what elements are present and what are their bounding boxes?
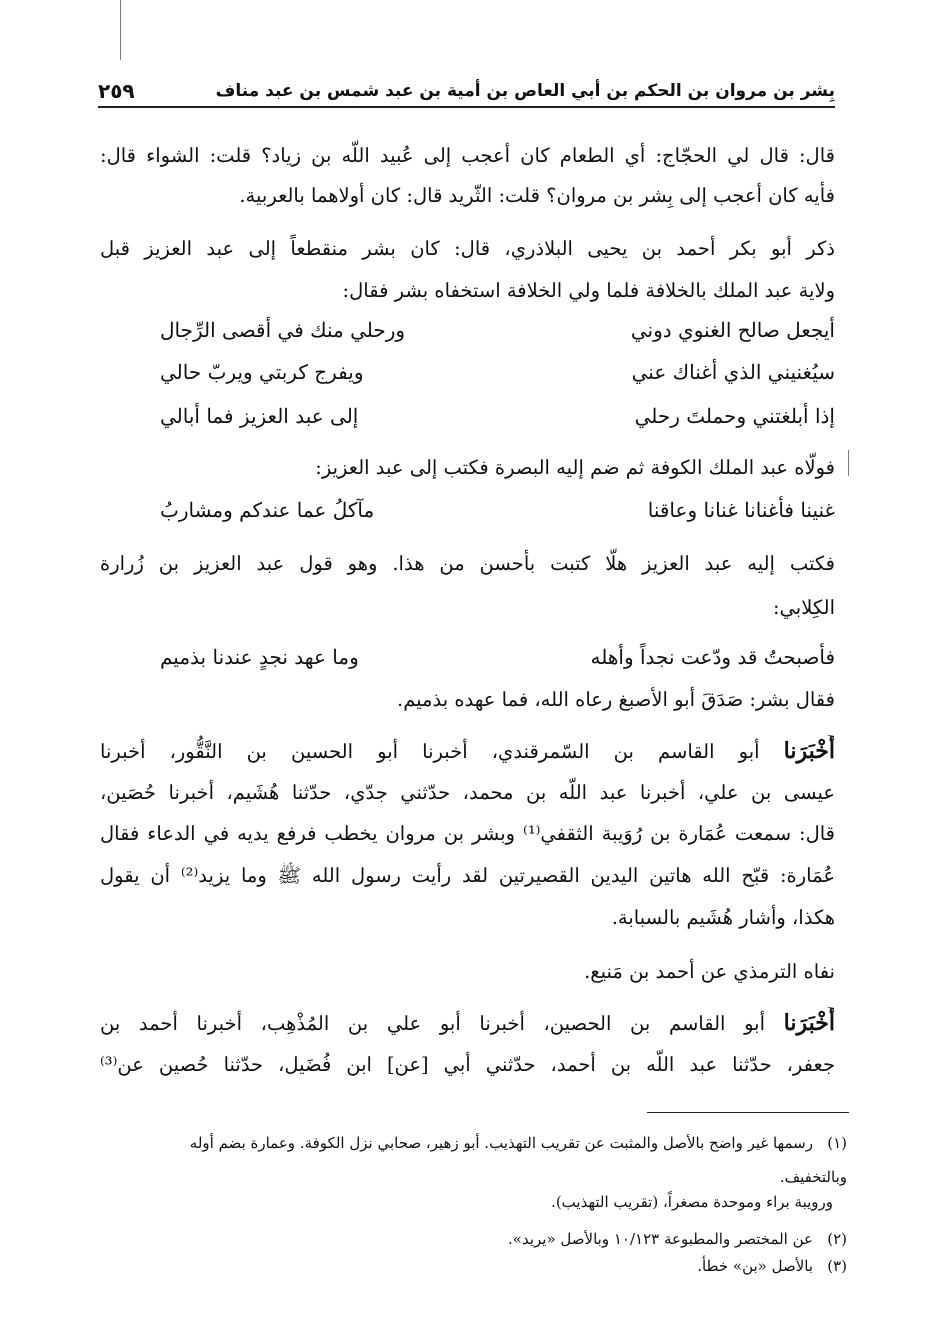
text-line: عُمَارة: قبّح الله هاتين اليدين القصيرتين لقد رأيت رسول الله ﷺ وما يزيد⁽²⁾ أن يقول [100,864,835,887]
verse-first-hemistich: إذا أبلغتني وحملتَ رحلي [634,404,835,428]
footnote-continuation: ورويبة براء وموحدة مصغراً، (تقريب التهذيب). [551,1193,833,1211]
section-lead-word: أَخْبَرَنا [783,738,835,764]
poem-verse [160,494,835,526]
text-line: ذكر أبو بكر أحمد بن يحيى البلاذري، قال: كان بشر منقطعاً إلى عبد العزيز قبل [100,237,835,260]
footnote-text: رسمها غير واضح بالأصل والمثبت عن تقريب التهذيب. أبو زهير، صحابي نزل الكوفة. وعمارة بضم أوله [189,1134,813,1152]
footnote [98,1227,847,1251]
text-line: قال: قال لي الحجّاج: أي الطعام كان أعجب إلى عُبيد اللّه بن زياد؟ قلت: الشواء قال: [100,144,835,167]
poem-verse [160,641,835,673]
footnote [98,1254,847,1278]
verse-second-hemistich: مآكلُ عما عندكم ومشاربُ [160,498,375,522]
poem-verse [160,314,835,346]
poem-verse [160,356,835,388]
footnote-text: عن المختصر والمطبوعة ١٠/١٢٣ وبالأصل «يريد». [508,1230,813,1248]
text-line: نفاه الترمذي عن أحمد بن مَنيع. [584,960,835,983]
verse-second-hemistich: ويفرج كربتي ويربّ حالي [160,360,364,384]
verse-first-hemistich: غنينا فأغنانا غنانا وعاقنا [647,498,835,522]
running-header [98,72,835,108]
footnote-number: (٣) [827,1257,847,1275]
verse-first-hemistich: فأصبحتُ قد ودّعت نجداً وأهله [590,645,835,669]
verse-second-hemistich: وما عهد نجدٍ عندنا بذميم [160,645,359,669]
text-line: هكذا، وأشار هُشَيم بالسبابة. [611,906,835,929]
header-title: بِشر بن مروان بن الحكم بن أبي العاص بن أمية بن عبد شمس بن عبد مناف [215,81,835,101]
scan-edge-mark [848,450,849,476]
footnote-number: (١) [827,1134,847,1152]
text-line: جعفر، حدّثنا عبد اللّه بن أحمد، حدّثني أبي [عن] ابن فُضَيل، حدّثنا حُصين عن⁽³⁾ [100,1053,835,1076]
text-line: فولّاه عبد الملك الكوفة ثم ضم إليه البصرة فكتب إلى عبد العزيز: [315,456,835,479]
page-number: ٢٥٩ [98,79,135,103]
text-line: الكِلابي: [772,596,835,619]
text-line: فكتب إليه عبد العزيز هلّا كتبت بأحسن من هذا. وهو قول عبد العزيز بن زُرارة [100,552,835,575]
footnote [98,1131,847,1155]
footnote-separator [647,1112,849,1113]
text-segment: أبو القاسم بن الحصين، أخبرنا أبو علي بن المُذْهِب، أخبرنا أحمد بن [100,1012,766,1035]
text-line: قال: سمعت عُمَارة بن رُوَيبة الثقفي⁽¹⁾ وبشر بن مروان يخطب فرفع يديه في الدعاء فقال [100,822,835,845]
verse-first-hemistich: سيُغنيني الذي أغناك عني [631,360,835,384]
verse-second-hemistich: إلى عبد العزيز فما أبالي [160,404,359,428]
scan-edge-mark [120,0,121,60]
text-line: ولاية عبد الملك بالخلافة فلما ولي الخلافة استخفاه بشر فقال: [342,279,835,302]
verse-second-hemistich: ورحلي منك في أقصى الرِّجال [160,318,406,342]
footnote-continuation: وبالتخفيف. [779,1168,847,1186]
poem-verse [160,400,835,432]
text-segment: أبو القاسم بن السّمرقندي، أخبرنا أبو الحسين بن النَّقُّور، أخبرنا [100,740,760,763]
text-line [100,735,835,768]
text-line: فقال بشر: صَدَقَ أبو الأصبغ رعاه الله، فما عهده بذميم. [397,688,835,711]
footnote-number: (٢) [827,1230,847,1248]
text-line: عيسى بن علي، أخبرنا عبد اللّه بن محمد، حدّثني جدّي، حدّثنا هُشَيم، أخبرنا حُصَين، [100,781,835,804]
footnote-text: بالأصل «بن» خطأ. [697,1257,813,1275]
section-lead-word: أَخْبَرَنا [783,1010,835,1036]
verse-first-hemistich: أيجعل صالح الغنوي دوني [630,318,835,342]
text-line: فأيه كان أعجب إلى بِشر بن مروان؟ قلت: الثّريد قال: كان أولاهما بالعربية. [239,184,835,207]
text-line [100,1007,835,1040]
